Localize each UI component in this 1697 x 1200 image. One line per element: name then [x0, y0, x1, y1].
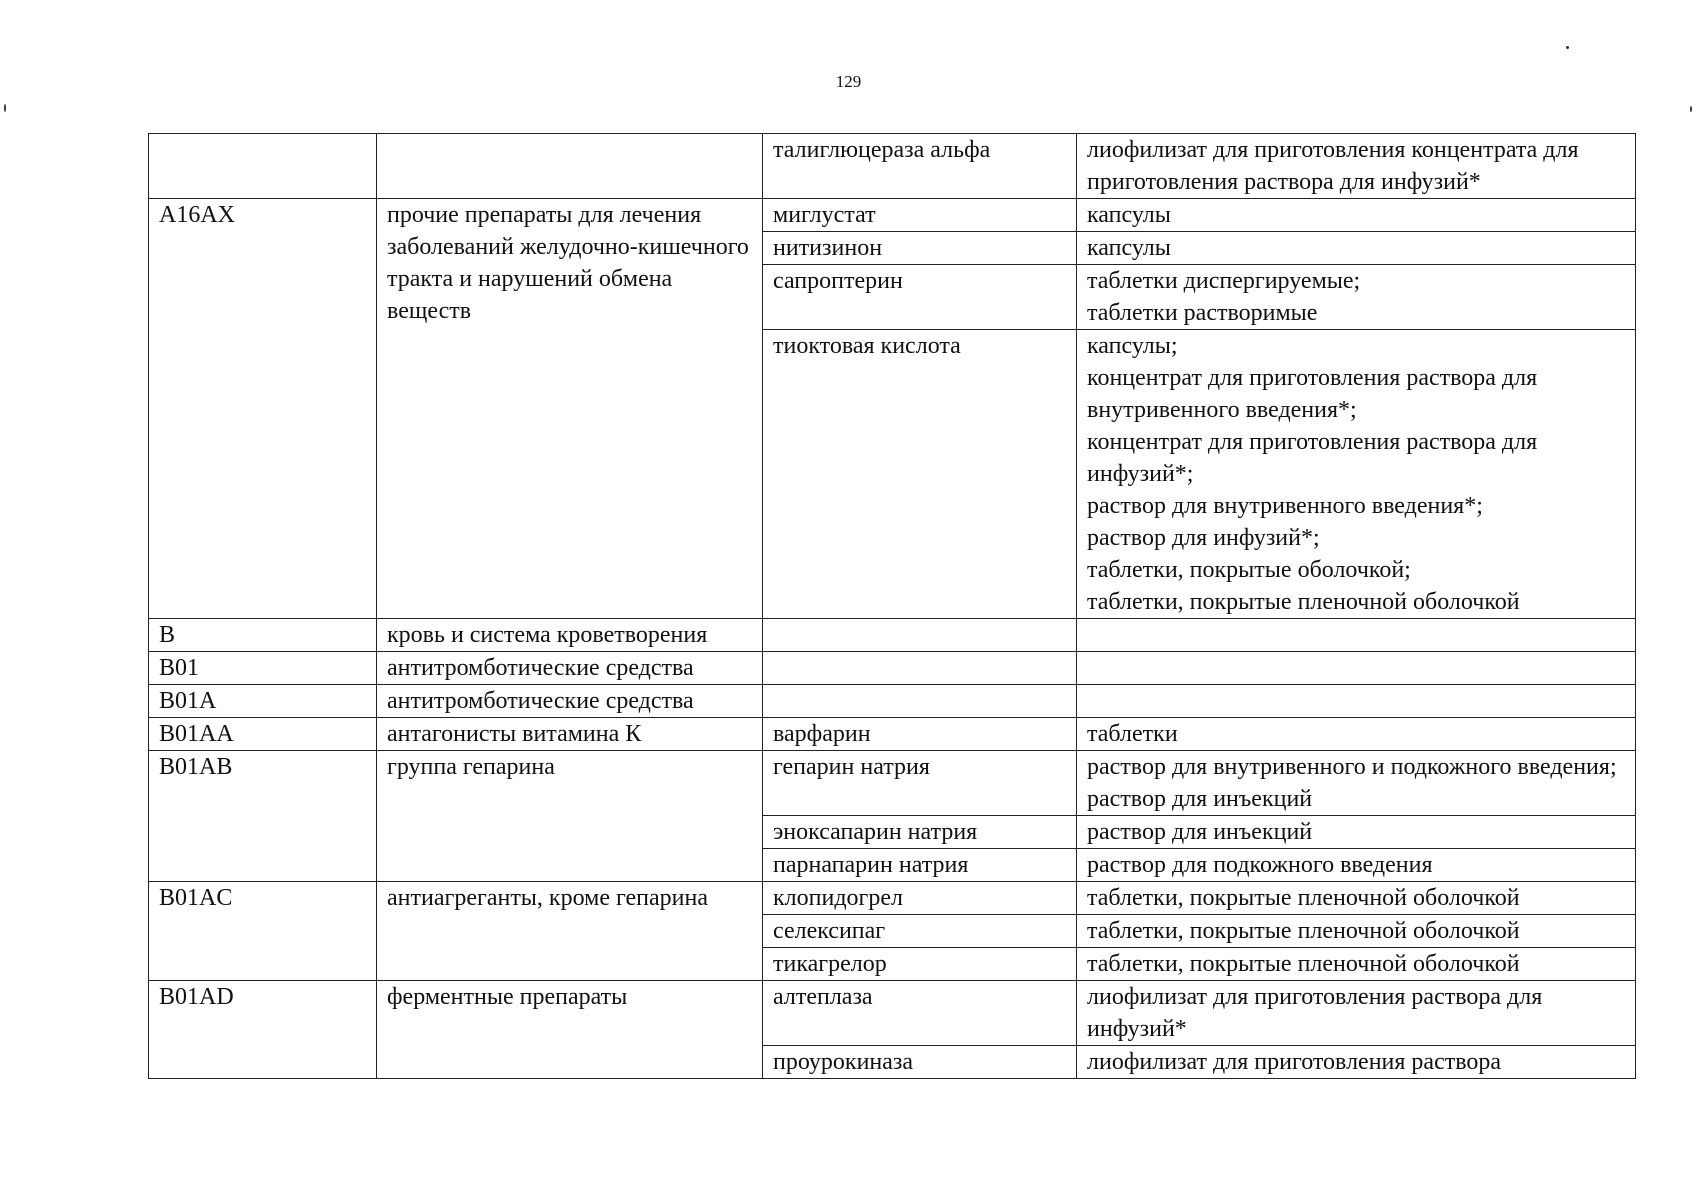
drug-name-cell: селексипаг — [763, 915, 1077, 948]
atc-code-cell: B — [149, 619, 377, 652]
table-row — [149, 882, 1636, 915]
dosage-forms-cell — [1077, 816, 1636, 849]
dosage-form: концентрат для приготовления раствора для инфузий*; — [1087, 429, 1538, 487]
dosage-form: таблетки, покрытые оболочкой; — [1087, 557, 1411, 583]
table-row — [149, 751, 1636, 816]
dosage-form: раствор для внутривенного и подкожного введения; — [1087, 754, 1617, 780]
drug-name-cell: проурокиназа — [763, 1046, 1077, 1079]
dosage-forms-cell — [1077, 652, 1636, 685]
group-name-cell: антитромботические средства — [377, 652, 763, 685]
atc-code-cell — [149, 134, 377, 199]
drug-name-cell: миглустат — [763, 199, 1077, 232]
dosage-form: капсулы; — [1087, 333, 1178, 359]
table-row — [149, 199, 1636, 232]
dosage-forms-cell — [1077, 134, 1636, 199]
dosage-form: таблетки растворимые — [1087, 300, 1318, 326]
dosage-forms-cell — [1077, 685, 1636, 718]
group-name-cell: прочие препараты для лечения заболеваний желудочно-кишечного тракта и нарушений обмена веществ — [377, 199, 763, 619]
drug-name-cell: сапроптерин — [763, 265, 1077, 330]
scan-speck — [1690, 106, 1692, 112]
table-row — [149, 652, 1636, 685]
dosage-form: раствор для инфузий*; — [1087, 525, 1320, 551]
atc-code-cell: A16AX — [149, 199, 377, 619]
dosage-forms-cell — [1077, 882, 1636, 915]
atc-code-cell: B01AC — [149, 882, 377, 981]
table-row — [149, 981, 1636, 1046]
dosage-forms-cell — [1077, 849, 1636, 882]
drug-name-cell — [763, 685, 1077, 718]
dosage-forms-cell — [1077, 948, 1636, 981]
dosage-form: лиофилизат для приготовления раствора — [1087, 1049, 1502, 1075]
dosage-form: раствор для подкожного введения — [1087, 852, 1433, 878]
group-name-cell: кровь и система кроветворения — [377, 619, 763, 652]
drug-name-cell: гепарин натрия — [763, 751, 1077, 816]
drug-list-table — [148, 133, 1636, 1079]
dosage-forms-cell — [1077, 718, 1636, 751]
dosage-form: таблетки диспергируемые; — [1087, 268, 1361, 294]
dosage-forms-cell — [1077, 915, 1636, 948]
dosage-forms-cell — [1077, 232, 1636, 265]
drug-name-cell — [763, 652, 1077, 685]
dosage-forms-cell — [1077, 265, 1636, 330]
table-row — [149, 718, 1636, 751]
dosage-form: капсулы — [1087, 202, 1171, 228]
group-name-cell — [377, 134, 763, 199]
table-row — [149, 619, 1636, 652]
dosage-form: таблетки, покрытые пленочной оболочкой — [1087, 918, 1520, 944]
scan-speck — [4, 104, 6, 112]
atc-code-cell: B01AB — [149, 751, 377, 882]
dosage-form: лиофилизат для приготовления раствора для инфузий* — [1087, 984, 1543, 1042]
drug-name-cell: тиоктовая кислота — [763, 330, 1077, 619]
group-name-cell: ферментные препараты — [377, 981, 763, 1079]
group-name-cell: антитромботические средства — [377, 685, 763, 718]
group-name-cell: антагонисты витамина К — [377, 718, 763, 751]
dosage-form: таблетки, покрытые пленочной оболочкой — [1087, 885, 1520, 911]
dosage-form: лиофилизат для приготовления концентрата для приготовления раствора для инфузий* — [1087, 137, 1579, 195]
atc-code-cell: B01A — [149, 685, 377, 718]
drug-name-cell: алтеплаза — [763, 981, 1077, 1046]
atc-code-cell: B01 — [149, 652, 377, 685]
drug-name-cell: эноксапарин натрия — [763, 816, 1077, 849]
table-row — [149, 134, 1636, 199]
drug-name-cell: парнапарин натрия — [763, 849, 1077, 882]
dosage-form: концентрат для приготовления раствора для внутривенного введения*; — [1087, 365, 1538, 423]
group-name-cell: группа гепарина — [377, 751, 763, 882]
group-name-cell: антиагреганты, кроме гепарина — [377, 882, 763, 981]
dosage-form: раствор для внутривенного введения*; — [1087, 493, 1483, 519]
dosage-form: таблетки, покрытые пленочной оболочкой — [1087, 589, 1520, 615]
dosage-forms-cell — [1077, 199, 1636, 232]
dosage-form: таблетки — [1087, 721, 1178, 747]
dosage-form: раствор для инъекций — [1087, 786, 1313, 812]
atc-code-cell: B01AD — [149, 981, 377, 1079]
dosage-forms-cell — [1077, 751, 1636, 816]
drug-name-cell: варфарин — [763, 718, 1077, 751]
drug-name-cell: нитизинон — [763, 232, 1077, 265]
page-number: 129 — [835, 72, 862, 91]
scan-speck — [1566, 46, 1569, 49]
dosage-form: раствор для инъекций — [1087, 819, 1313, 845]
dosage-forms-cell — [1077, 981, 1636, 1046]
drug-name-cell — [763, 619, 1077, 652]
dosage-form: капсулы — [1087, 235, 1171, 261]
drug-name-cell: клопидогрел — [763, 882, 1077, 915]
dosage-forms-cell — [1077, 1046, 1636, 1079]
dosage-forms-cell — [1077, 330, 1636, 619]
dosage-form: таблетки, покрытые пленочной оболочкой — [1087, 951, 1520, 977]
table-row — [149, 685, 1636, 718]
dosage-forms-cell — [1077, 619, 1636, 652]
drug-name-cell: талиглюцераза альфа — [763, 134, 1077, 199]
drug-name-cell: тикагрелор — [763, 948, 1077, 981]
atc-code-cell: B01AA — [149, 718, 377, 751]
